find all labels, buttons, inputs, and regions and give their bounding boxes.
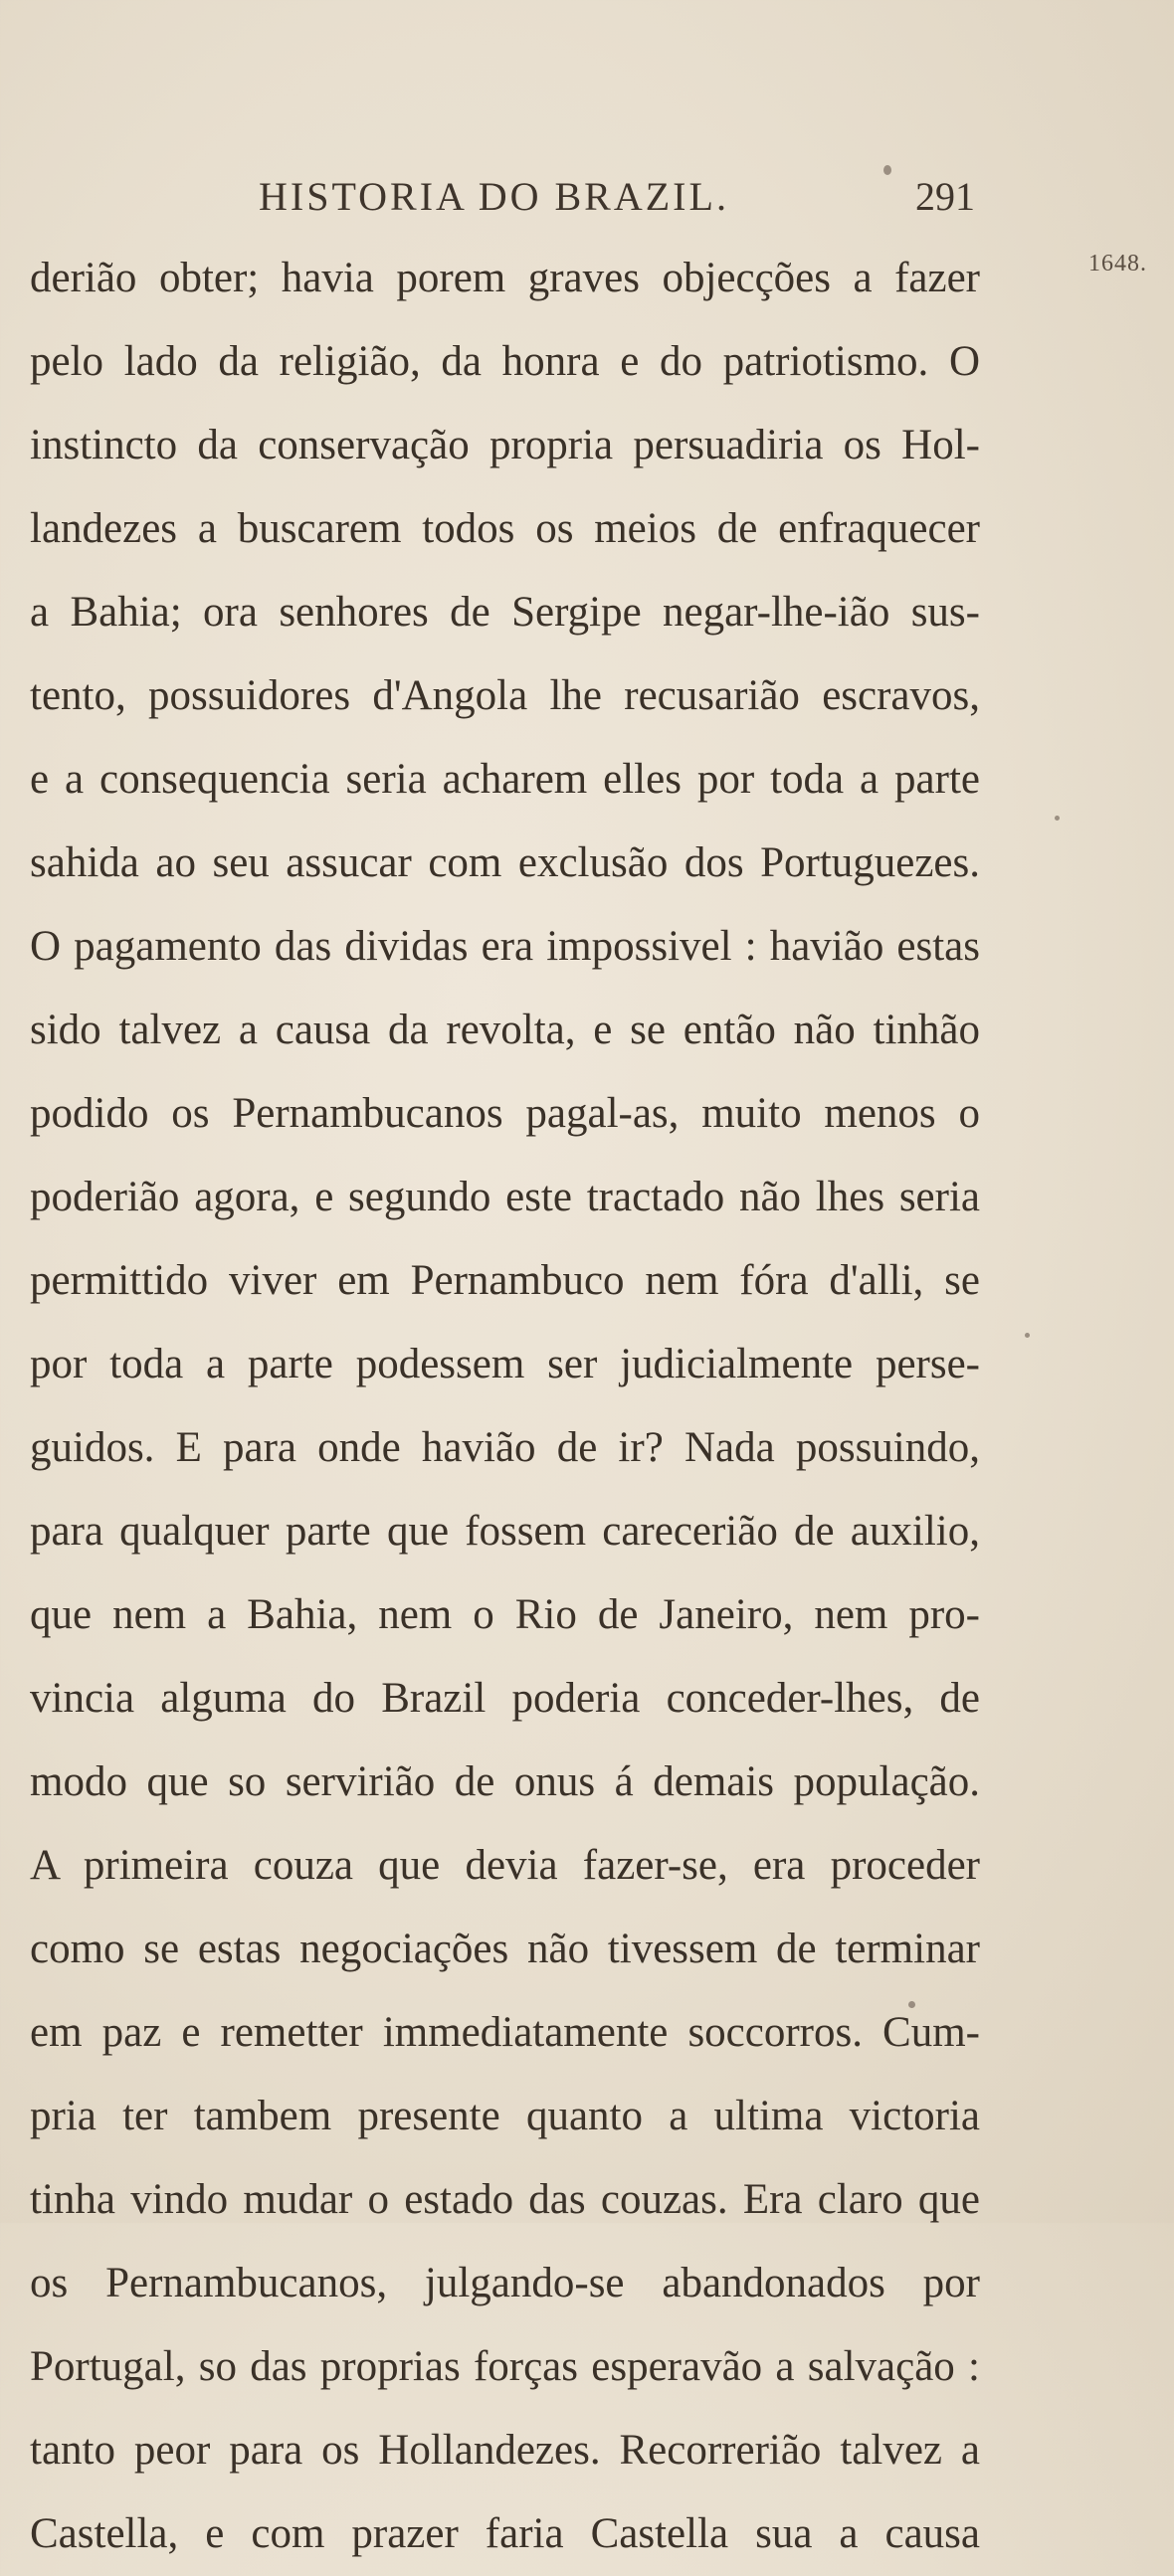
margin-year-note: 1648. bbox=[1088, 251, 1147, 276]
text-line: Portugal, so das proprias forças esperavão a salvação : bbox=[30, 2343, 980, 2390]
page-header bbox=[219, 167, 975, 227]
running-title: HISTORIA DO BRAZIL. bbox=[259, 174, 729, 219]
ink-speck bbox=[1055, 816, 1060, 821]
text-line: O pagamento das dividas era impossivel : havião estas bbox=[30, 923, 980, 970]
text-line: tento, possuidores d'Angola lhe recusarião escravos, bbox=[30, 672, 980, 719]
text-line: por toda a parte podessem ser judicialmente perse- bbox=[30, 1341, 980, 1387]
text-line: landezes a buscarem todos os meios de enfraquecer bbox=[30, 505, 980, 552]
text-line: tanto peor para os Hollandezes. Recorrerião talvez a bbox=[30, 2427, 980, 2474]
ink-speck bbox=[1025, 1333, 1030, 1338]
text-line: sahida ao seu assucar com exclusão dos Portuguezes. bbox=[30, 839, 980, 886]
text-line: A primeira couza que devia fazer-se, era proceder bbox=[30, 1842, 980, 1889]
text-line: vincia alguma do Brazil poderia conceder-lhes, de bbox=[30, 1675, 980, 1722]
text-line: sido talvez a causa da revolta, e se então não tinhão bbox=[30, 1007, 980, 1053]
text-line: permittido viver em Pernambuco nem fóra d'alli, se bbox=[30, 1257, 980, 1304]
ink-speck bbox=[908, 2001, 915, 2008]
text-line: como se estas negociações não tivessem de terminar bbox=[30, 1926, 980, 1972]
text-line: em paz e remetter immediatamente soccorros. Cum- bbox=[30, 2009, 980, 2056]
text-line: tinha vindo mudar o estado das couzas. Era claro que bbox=[30, 2176, 980, 2223]
text-line: pelo lado da religião, da honra e do patriotismo. O bbox=[30, 338, 980, 385]
text-line: os Pernambucanos, julgando-se abandonados por bbox=[30, 2260, 980, 2306]
page-number: 291 bbox=[915, 174, 975, 219]
text-body bbox=[30, 237, 980, 2576]
text-line: modo que so servirião de onus á demais população. bbox=[30, 1758, 980, 1805]
text-line: instincto da conservação propria persuadiria os Hol- bbox=[30, 422, 980, 468]
text-line: Castella, e com prazer faria Castella sua a causa bbox=[30, 2510, 980, 2557]
text-line: para qualquer parte que fossem carecerião de auxilio, bbox=[30, 1508, 980, 1555]
text-line: podido os Pernambucanos pagal-as, muito menos o bbox=[30, 1090, 980, 1137]
text-line: derião obter; havia porem graves objecções a fazer bbox=[30, 255, 980, 301]
text-line: e a consequencia seria acharem elles por toda a parte bbox=[30, 756, 980, 803]
text-line: guidos. E para onde havião de ir? Nada possuindo, bbox=[30, 1424, 980, 1471]
text-line: poderião agora, e segundo este tractado não lhes seria bbox=[30, 1174, 980, 1220]
text-line: a Bahia; ora senhores de Sergipe negar-lhe-ião sus- bbox=[30, 589, 980, 636]
text-line: que nem a Bahia, nem o Rio de Janeiro, nem pro- bbox=[30, 1591, 980, 1638]
text-line: pria ter tambem presente quanto a ultima victoria bbox=[30, 2093, 980, 2139]
ink-speck bbox=[883, 165, 891, 175]
